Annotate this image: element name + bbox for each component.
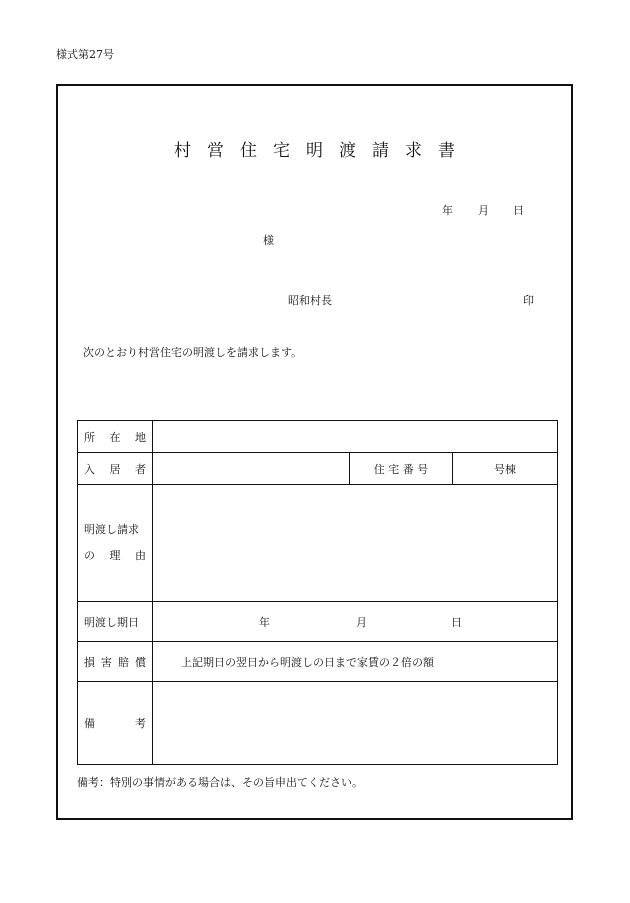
vacate-month-label: 月	[356, 615, 367, 629]
seal-mark: 印	[523, 294, 534, 307]
date-year-label: 年	[442, 204, 453, 217]
date-day-label: 日	[513, 204, 524, 217]
addressee-suffix: 様	[263, 234, 274, 247]
location-field[interactable]	[153, 421, 558, 453]
form-frame	[56, 84, 573, 820]
vacate-date-label: 明渡し期日	[78, 602, 153, 642]
reason-field[interactable]	[153, 485, 558, 602]
damages-value: 上記期日の翌日から明渡しの日まで家賃の２倍の額	[153, 642, 558, 682]
vacate-year-label: 年	[259, 615, 270, 629]
remarks-label: 備 考	[78, 682, 153, 765]
table-row-reason	[78, 485, 558, 602]
form-number: 様式第27号	[56, 48, 114, 61]
table-row-damages	[78, 642, 558, 682]
resident-field[interactable]	[153, 453, 350, 485]
table-row-resident	[78, 453, 558, 485]
issuer-name: 昭和村長	[288, 294, 332, 307]
date-month-label: 月	[478, 204, 489, 217]
remarks-field[interactable]	[153, 682, 558, 765]
reason-label: 明渡し請求 の 理 由	[78, 485, 153, 602]
intro-text: 次のとおり村営住宅の明渡しを請求します。	[83, 346, 303, 359]
location-label: 所 在 地	[78, 421, 153, 453]
table-row-remarks	[78, 682, 558, 765]
damages-label: 損 害 賠 償	[78, 642, 153, 682]
resident-label: 入 居 者	[78, 453, 153, 485]
house-number-suffix: 号棟	[494, 462, 516, 476]
table-row-vacate-date	[78, 602, 558, 642]
form-title: 村営住宅明渡請求書	[174, 141, 471, 161]
table-row-location	[78, 421, 558, 453]
vacate-day-label: 日	[451, 615, 462, 629]
request-table	[77, 420, 558, 765]
footer-note: 備考：特別の事情がある場合は、その旨申出てください。	[77, 776, 363, 789]
house-number-label: 住 宅 番 号	[350, 453, 453, 485]
house-number-field[interactable]	[453, 453, 558, 485]
vacate-date-field[interactable]	[153, 602, 558, 642]
